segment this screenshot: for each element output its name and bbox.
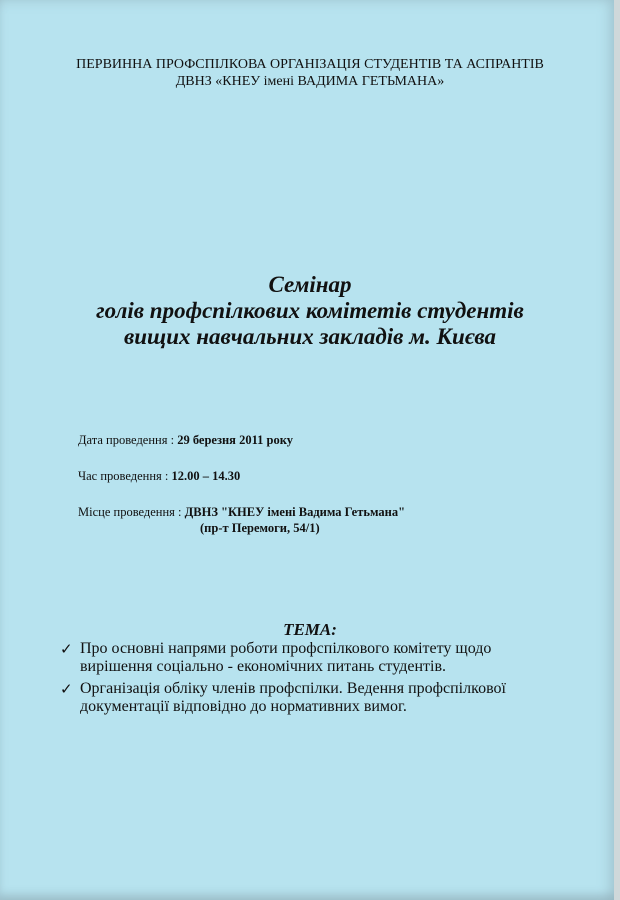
organization-header <box>0 56 620 90</box>
time-label: Час проведення : <box>78 469 172 483</box>
theme-title: ТЕМА: <box>283 620 337 639</box>
checkmark-icon: ✓ <box>60 640 73 658</box>
header-line-2: ДВНЗ «КНЕУ імені ВАДИМА ГЕТЬМАНА» <box>175 74 445 89</box>
title-line-3: вищих навчальних закладів м. Києва <box>123 324 497 349</box>
title-line-1: Семінар <box>268 272 352 297</box>
date-row <box>78 432 293 448</box>
place-label: Місце проведення : <box>78 505 185 519</box>
topic-1-line-1: Про основні напрями роботи профспілкового комітету щодо <box>80 640 492 657</box>
date-value: 29 березня 2011 року <box>177 433 293 447</box>
time-value: 12.00 – 14.30 <box>171 469 241 483</box>
topic-item <box>60 640 580 676</box>
paper-edge <box>614 0 620 900</box>
topic-item <box>60 680 580 716</box>
seminar-title <box>0 272 620 350</box>
theme-topics <box>60 640 580 720</box>
header-line-1: ПЕРВИННА ПРОФСПІЛКОВА ОРГАНІЗАЦІЯ СТУДЕНТІВ ТА АСПРАНТІВ <box>76 57 544 72</box>
topic-2-line-2: документації відповідно до нормативних вимог. <box>80 698 407 715</box>
place-address: (пр-т Перемоги, 54/1) <box>200 521 320 535</box>
time-row <box>78 468 240 484</box>
topic-1-line-2: вирішення соціально - економічних питань студентів. <box>80 658 446 675</box>
place-row <box>78 504 405 520</box>
checkmark-icon: ✓ <box>60 680 73 698</box>
title-line-2: голів профспілкових комітетів студентів <box>96 298 524 323</box>
place-value: ДВНЗ "КНЕУ імені Вадима Гетьмана" <box>184 505 406 519</box>
topic-2-line-1: Організація обліку членів профспілки. Ведення профспілкової <box>80 680 506 697</box>
date-label: Дата проведення : <box>78 433 178 447</box>
